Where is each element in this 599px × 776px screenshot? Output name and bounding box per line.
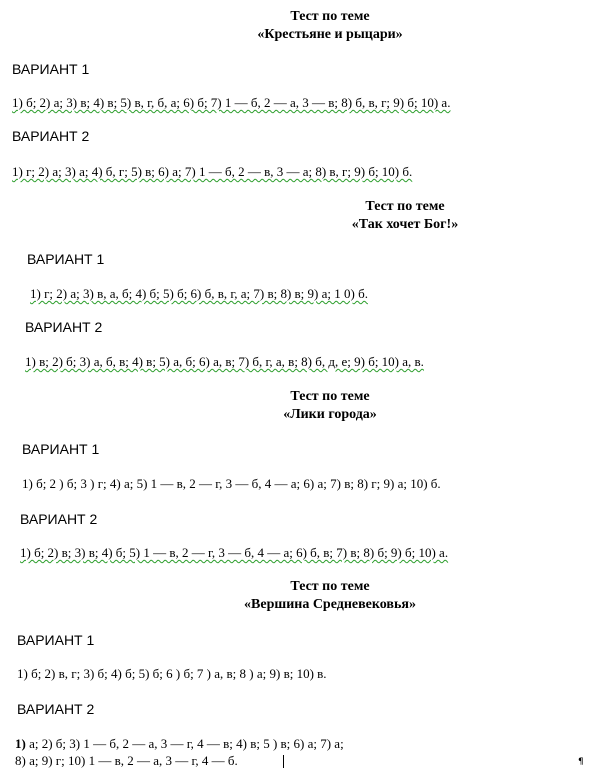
section-1-title [200, 8, 460, 44]
section-2-variant-2-answers: 1) в; 2) б; 3) а, б, в; 4) в; 5) а, б; 6) а, в; 7) б, г, а, в; 8) б, д, е; 9) б; 10) а, в. [25, 354, 424, 369]
section-1-title-line2: «Крестьяне и рыцари» [257, 27, 403, 42]
text-cursor [283, 755, 284, 768]
section-4-title-line2: «Вершина Средневековья» [244, 597, 416, 612]
section-3-title [215, 388, 445, 424]
section-2-variant-2-label: ВАРИАНТ 2 [25, 319, 103, 335]
section-4-variant-2-label: ВАРИАНТ 2 [17, 701, 95, 717]
section-4-title-line1: Тест по теме [290, 579, 370, 594]
section-1-variant-2-label: ВАРИАНТ 2 [12, 128, 90, 144]
section-2-title-line2: «Так хочет Бог!» [351, 217, 459, 232]
section-1-variant-1-label: ВАРИАНТ 1 [12, 61, 90, 77]
section-1-title-line1: Тест по теме [290, 9, 370, 24]
section-3-variant-1-label: ВАРИАНТ 1 [22, 441, 100, 457]
section-4-variant-1-answers: 1) б; 2) в, г; 3) б; 4) б; 5) б; 6 ) б; 7 ) а, в; 8 ) а; 9) в; 10) в. [17, 666, 327, 681]
section-2-variant-1-answers: 1) г; 2) а; 3) в, а, б; 4) б; 5) б; 6) б, в, г, а; 7) в; 8) в; 9) а; 1 0) б. [30, 286, 368, 301]
section-4-title [200, 578, 460, 614]
paragraph-mark-icon: ¶ [578, 757, 584, 767]
section-3-variant-2-answers: 1) б; 2) в; 3) в; 4) б; 5) 1 — в, 2 — г, 3 — б, 4 — а; 6) б, в; 7) в; 8) б; 9) б; 10) а. [20, 545, 449, 560]
section-4-variant-1-label: ВАРИАНТ 1 [17, 632, 95, 648]
section-3-variant-2-label: ВАРИАНТ 2 [20, 511, 98, 527]
section-2-title-line1: Тест по теме [365, 199, 445, 214]
section-1-variant-1-answers: 1) б; 2) а; 3) в; 4) в; 5) в, г, б, а; 6) б; 7) 1 — б, 2 — а, 3 — в; 8) б, в, г; 9) б; 10) а. [12, 95, 451, 110]
section-3-title-line1: Тест по теме [290, 389, 370, 404]
section-4-variant-2-answers-line2: 8) а; 9) г; 10) 1 — в, 2 — а, 3 — г, 4 — б. [15, 753, 238, 768]
section-4-variant-2-answers-line1: 1) а; 2) б; 3) 1 — б, 2 — а, 3 — г, 4 — в; 4) в; 5 ) в; 6) а; 7) а; [15, 736, 344, 751]
section-3-title-line2: «Лики города» [283, 407, 377, 422]
section-2-variant-1-label: ВАРИАНТ 1 [27, 251, 105, 267]
section-3-variant-1-answers: 1) б; 2 ) б; 3 ) г; 4) а; 5) 1 — в, 2 — г, 3 — б, 4 — а; 6) а; 7) в; 8) г; 9) а; 10) б. [22, 476, 441, 491]
section-2-title [290, 198, 520, 234]
section-1-variant-2-answers: 1) г; 2) а; 3) а; 4) б, г; 5) в; 6) а; 7) 1 — б, 2 — в, 3 — а; 8) в, г; 9) б; 10) б. [12, 164, 413, 179]
